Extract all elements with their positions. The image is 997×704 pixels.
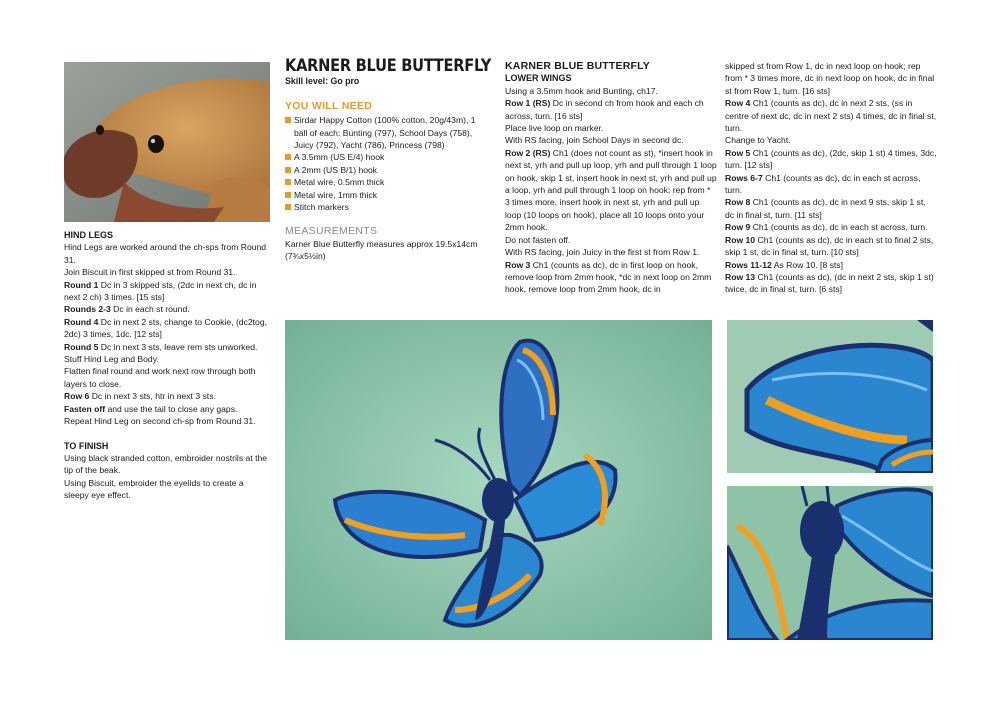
- instruction-label: Rows 11-12: [725, 259, 772, 270]
- instruction-line: Row 1 (RS) Dc in second ch from hook and each ch across, turn. [16 sts]: [505, 98, 704, 121]
- lower-wings-instructions: [505, 85, 717, 296]
- instruction-line: Rounds 2-3 Dc in each st round.: [64, 304, 190, 315]
- instruction-line: Fasten off and use the tail to close any gaps.: [64, 403, 238, 414]
- instruction-line: Row 6 Dc in next 3 sts, htr in next 3 sts.: [64, 391, 216, 402]
- instruction-line: Hind Legs are worked around the ch-sps from Round 31.: [64, 242, 267, 265]
- materials-item: Stitch markers: [285, 201, 490, 213]
- materials-item: Metal wire, 1mm thick: [285, 189, 490, 201]
- instruction-label: Row 1 (RS): [505, 98, 551, 109]
- wing-detail-illustration-2: [727, 486, 933, 640]
- instruction-line: Rows 11-12 As Row 10. [8 sts]: [725, 259, 843, 270]
- bullet-icon: [285, 179, 291, 185]
- materials-item: Metal wire, 0.5mm thick: [285, 176, 490, 188]
- instruction-label: Row 4: [725, 98, 751, 109]
- instruction-label: Row 8: [725, 197, 751, 208]
- middle-column: [285, 56, 492, 263]
- instruction-line: skipped st from Row 1, dc in next loop on hook; rep from * 3 times more, dc in next loop on hook, dc in final st from Row 1, turn. [16 sts]: [725, 61, 935, 96]
- bullet-icon: [285, 154, 291, 160]
- instruction-line: Round 5 Dc in next 3 sts, leave rem sts unworked.: [64, 341, 258, 352]
- finish-line-1: Using black stranded cotton, embroider nostrils at the tip of the beak.: [64, 452, 268, 476]
- skill-level: Skill level: Go pro: [285, 76, 360, 87]
- platypus-photo: [64, 62, 270, 222]
- instruction-line: Row 4 Ch1 (counts as dc), dc in next 2 sts, (ss in centre of next dc, dc in next 2 sts) 4 times, dc in final st, turn.: [725, 98, 937, 134]
- instruction-line: Row 5 Ch1 (counts as dc), (2dc, skip 1 st) 4 times, 3dc, turn. [12 sts]: [725, 147, 937, 171]
- platypus-illustration: [64, 62, 270, 222]
- instruction-line: Flatten final round and work next row through both layers to close.: [64, 366, 256, 389]
- instruction-line: Do not fasten off.: [505, 234, 571, 245]
- lower-wings-column: [505, 60, 717, 296]
- wing-detail-photo-2: [727, 486, 933, 640]
- instruction-line: Round 4 Dc in next 2 sts, change to Cookie, (dc2tog, 2dc) 3 times, 1dc. [12 sts]: [64, 316, 267, 340]
- you-will-need-heading: YOU WILL NEED: [285, 99, 373, 112]
- finish-line-2: Using Biscuit, embroider the eyelids to create a sleepy eye effect.: [64, 477, 244, 501]
- bullet-icon: [285, 204, 291, 210]
- instruction-line: With RS facing, join Juicy in the first st from Row 1.: [505, 247, 700, 258]
- instruction-label: Row 13: [725, 271, 756, 282]
- instruction-label: Round 1: [64, 279, 99, 290]
- bullet-icon: [285, 192, 291, 198]
- instruction-label: Rows 6-7: [725, 172, 763, 183]
- instruction-label: Fasten off: [64, 403, 106, 414]
- instruction-line: Row 8 Ch1 (counts as dc), dc in next 9 sts, skip 1 st, dc in final st, turn. [11 sts]: [725, 197, 926, 220]
- hind-legs-instructions: [64, 241, 270, 427]
- measurements-heading: MEASUREMENTS: [285, 225, 378, 238]
- instruction-line: Repeat Hind Leg on second ch-sp from Round 31.: [64, 416, 256, 427]
- continued-column: [725, 60, 937, 296]
- left-column: [64, 229, 270, 502]
- instruction-line: Place live loop on marker.: [505, 123, 604, 134]
- instruction-label: Row 10: [725, 234, 756, 245]
- materials-list: [285, 114, 490, 213]
- butterfly-main-photo: [285, 320, 712, 640]
- instruction-line: With RS facing, join School Days in second dc.: [505, 135, 684, 146]
- instruction-line: Row 10 Ch1 (counts as dc), dc in each st to final 2 sts, skip 1 st, dc in final st, turn. [10 sts]: [725, 234, 934, 258]
- instruction-label: Round 4: [64, 316, 99, 327]
- instruction-label: Row 6: [64, 391, 90, 402]
- lower-wings-heading: LOWER WINGS: [505, 73, 572, 84]
- butterfly-illustration: [285, 320, 712, 640]
- instruction-line: Round 1 Dc in 3 skipped sts, (2dc in next ch, dc in next 2 ch) 3 times. [15 sts]: [64, 279, 257, 303]
- instruction-label: Row 5: [725, 147, 751, 158]
- to-finish-heading: TO FINISH: [64, 440, 109, 451]
- instruction-label: Row 9: [725, 222, 751, 233]
- instruction-line: Row 9 Ch1 (counts as dc), dc in each st across, turn.: [725, 222, 928, 233]
- wing-detail-photo-1: [727, 320, 933, 473]
- instruction-line: Join Biscuit in first skipped st from Round 31.: [64, 267, 236, 278]
- section-title: KARNER BLUE BUTTERFLY: [505, 60, 650, 72]
- instruction-label: Row 3: [505, 259, 531, 270]
- page-title: KARNER BLUE BUTTERFLY: [285, 56, 492, 76]
- bullet-icon: [285, 117, 291, 123]
- materials-item: Sirdar Happy Cotton (100% cotton, 20g/43m), 1 ball of each: Bunting (797), School Days (758), Juicy (792), Yacht (786), Princess (798): [285, 114, 490, 151]
- instruction-line: Rows 6-7 Ch1 (counts as dc), dc in each st across, turn.: [725, 172, 921, 196]
- instruction-label: Row 2 (RS): [505, 147, 551, 158]
- instruction-line: Change to Yacht.: [725, 135, 791, 146]
- materials-item: A 2mm (US B/1) hook: [285, 164, 490, 176]
- instruction-line: Row 2 (RS) Ch1 (does not count as st), *insert hook in next st, yrh and pull up loop, yrh and pull through 1 loop on hook, skip 1 st, insert hook in next st, yrh and pull up a loop, yrh and pull through 1 loop on hook; rep from * 3 times more, insert hook in next st, yrh and pull up loop (10 loops on hook), place all 10 loops onto your 2mm hook.: [505, 147, 717, 233]
- instruction-label: Round 5: [64, 341, 99, 352]
- continued-instructions: [725, 60, 937, 296]
- instruction-label: Rounds 2-3: [64, 304, 111, 315]
- bullet-icon: [285, 167, 291, 173]
- wing-detail-illustration-1: [727, 320, 933, 473]
- instruction-line: Row 13 Ch1 (counts as dc), (dc in next 2 sts, skip 1 st) twice, dc in final st, turn. [6 sts]: [725, 271, 934, 295]
- hind-legs-heading: HIND LEGS: [64, 230, 114, 240]
- measurements-text: Karner Blue Butterfly measures approx 19.5x14cm (7¾x5½in): [285, 238, 478, 262]
- instruction-line: Row 3 Ch1 (counts as dc), dc in first loop on hook, remove loop from 2mm hook, *dc in next loop on 2mm hook, remove loop from 2mm hook, dc in: [505, 259, 712, 295]
- instruction-line: Using a 3.5mm hook and Bunting, ch17.: [505, 85, 658, 96]
- instruction-line: Stuff Hind Leg and Body.: [64, 354, 159, 365]
- materials-item: A 3.5mm (US E/4) hook: [285, 151, 490, 163]
